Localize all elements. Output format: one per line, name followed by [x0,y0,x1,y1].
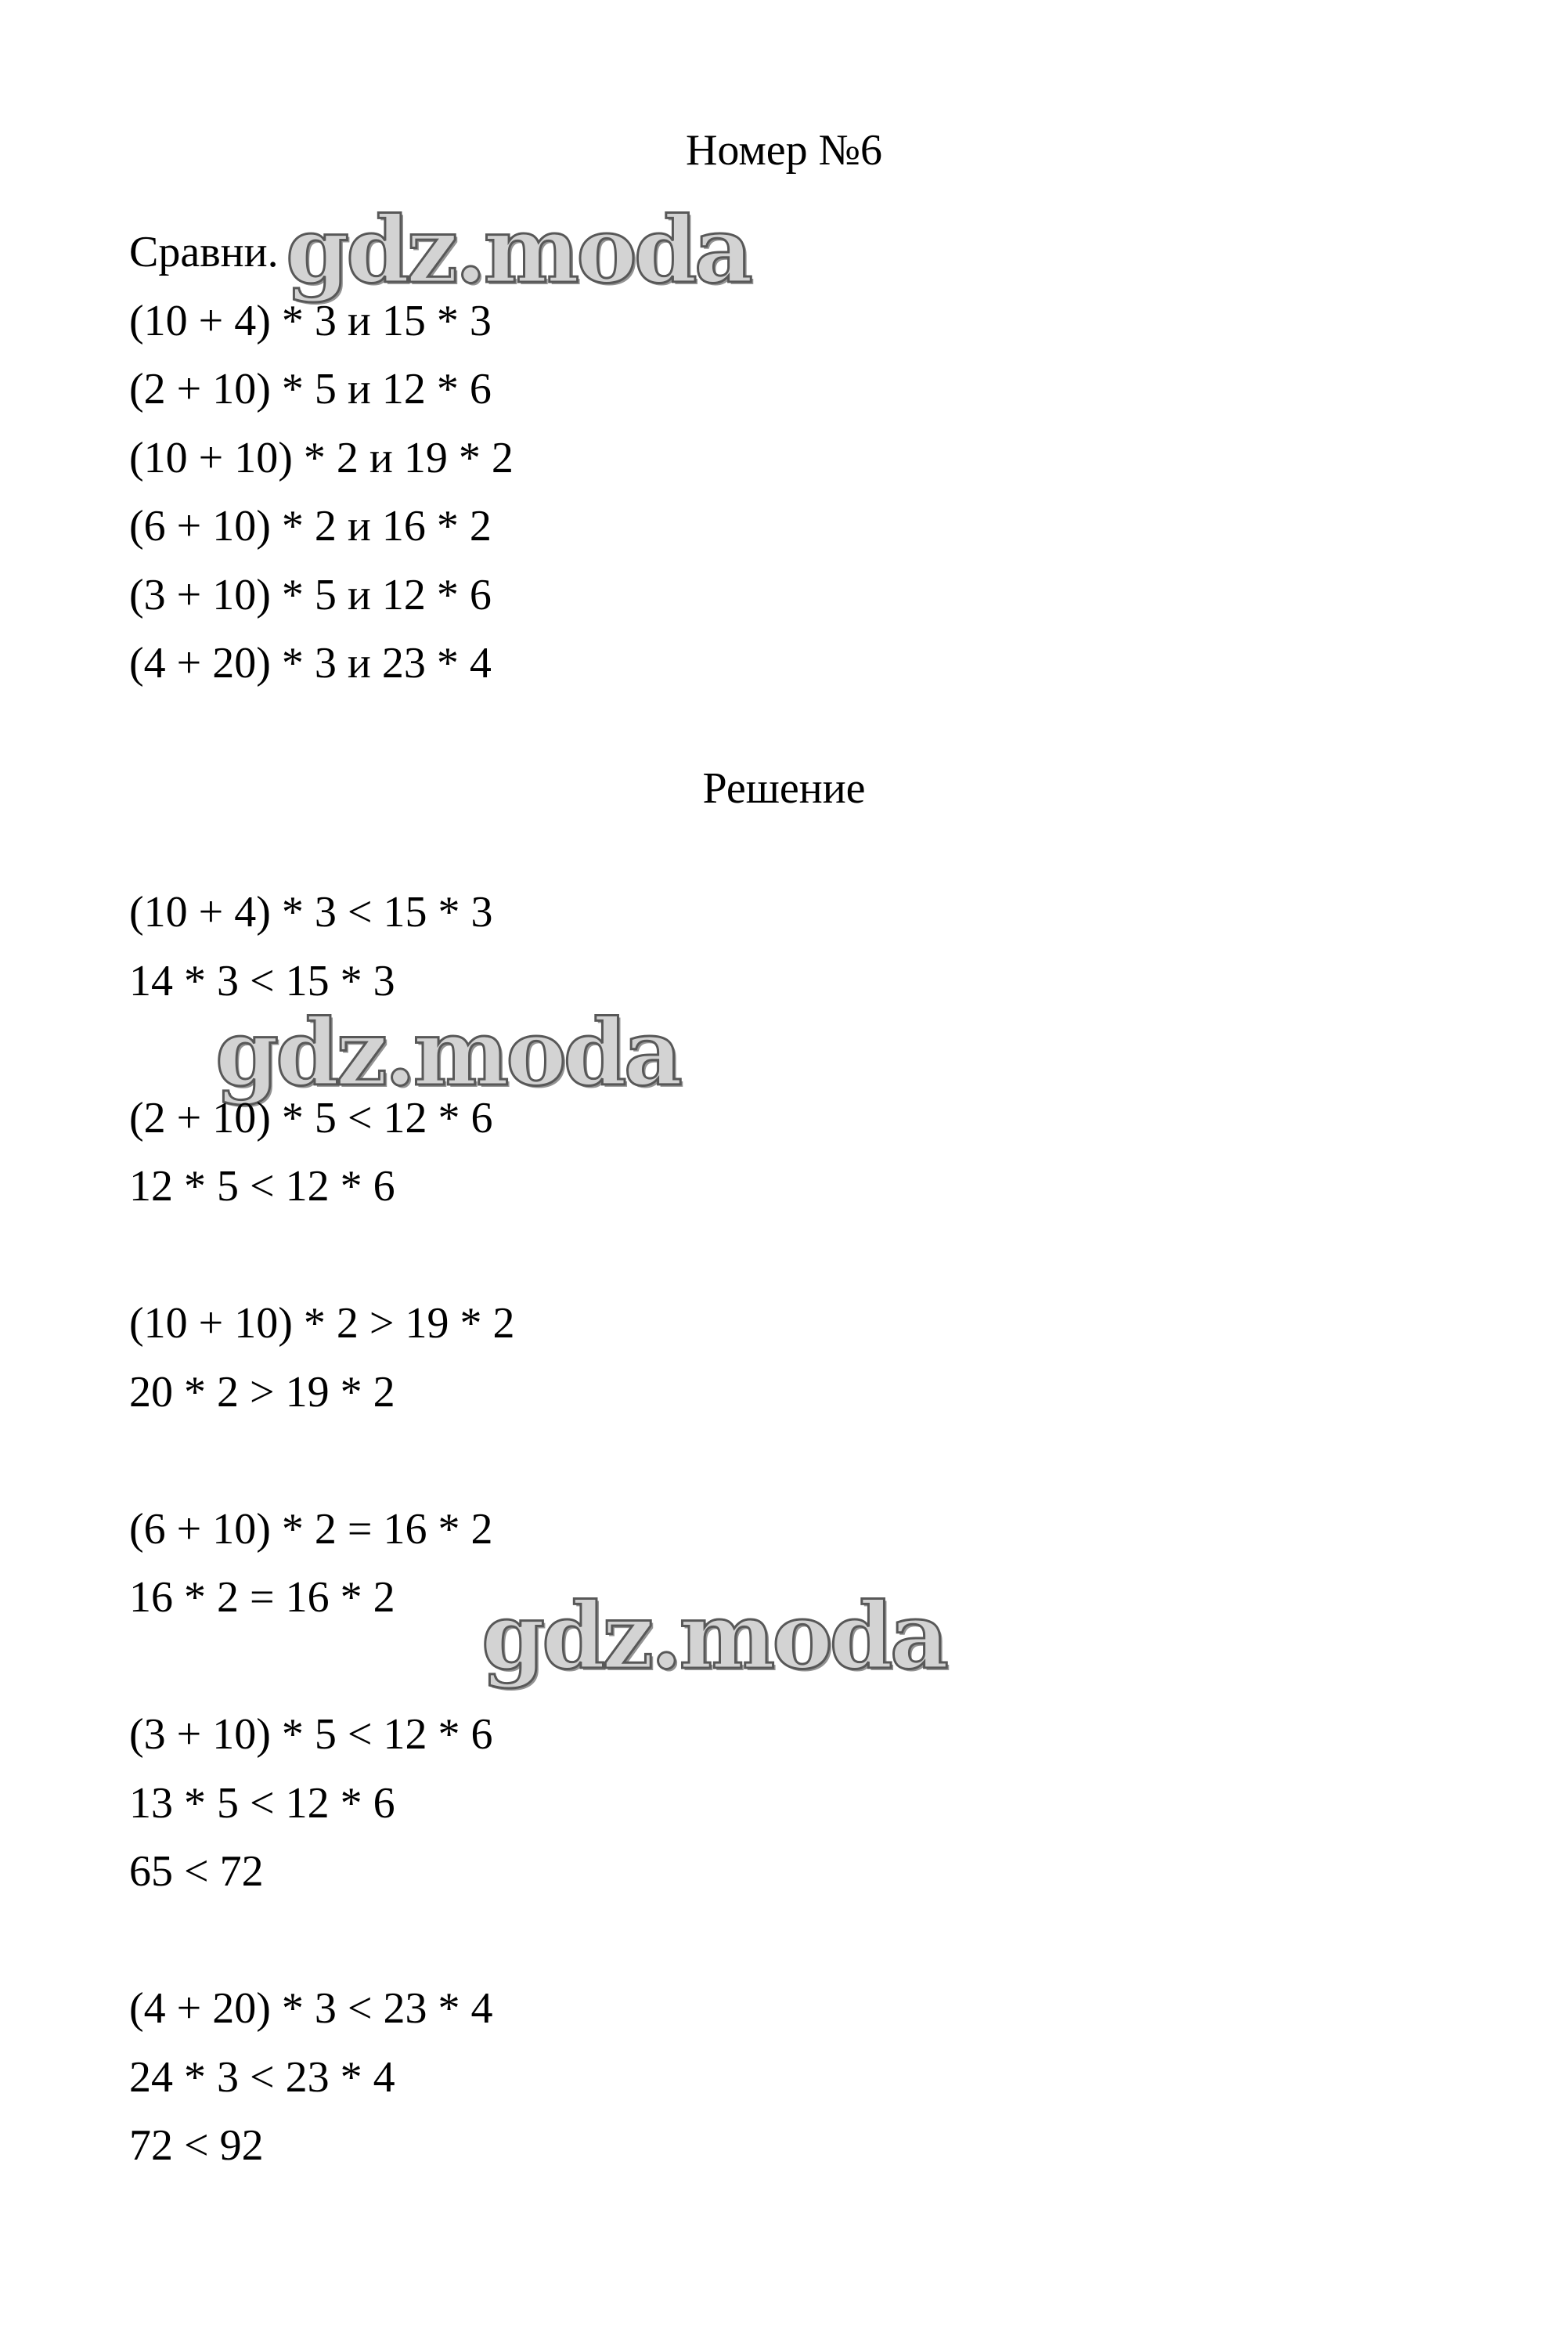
task-line: (10 + 10) * 2 и 19 * 2 [129,434,514,482]
task-line: (3 + 10) * 5 и 12 * 6 [129,571,492,619]
solution-line: 16 * 2 = 16 * 2 [129,1573,395,1622]
solution-line: (4 + 20) * 3 < 23 * 4 [129,1984,493,2033]
watermark: gdz.moda [286,197,750,304]
watermark: gdz.moda [215,1000,679,1106]
task-line: (2 + 10) * 5 и 12 * 6 [129,365,492,413]
solution-line: (6 + 10) * 2 = 16 * 2 [129,1505,493,1554]
solution-line: (10 + 10) * 2 > 19 * 2 [129,1299,515,1348]
solution-line: 13 * 5 < 12 * 6 [129,1779,395,1828]
task-line: (6 + 10) * 2 и 16 * 2 [129,502,492,550]
solution-line: 12 * 5 < 12 * 6 [129,1162,395,1211]
task-line: (4 + 20) * 3 и 23 * 4 [129,639,492,688]
solution-heading: Решение [702,764,866,813]
solution-line: (2 + 10) * 5 < 12 * 6 [129,1094,493,1142]
solution-line: 65 < 72 [129,1847,264,1896]
solution-line: 72 < 92 [129,2121,264,2170]
solution-line: 24 * 3 < 23 * 4 [129,2053,395,2102]
task-line: (10 + 4) * 3 и 15 * 3 [129,297,492,345]
solution-line: 14 * 3 < 15 * 3 [129,957,395,1005]
solution-line: 20 * 2 > 19 * 2 [129,1368,395,1417]
solution-line: (3 + 10) * 5 < 12 * 6 [129,1710,493,1759]
page-title: Номер №6 [685,126,883,175]
solution-line: (10 + 4) * 3 < 15 * 3 [129,888,493,937]
watermark: gdz.moda [481,1583,946,1690]
task-prompt: Сравни. [129,228,279,276]
